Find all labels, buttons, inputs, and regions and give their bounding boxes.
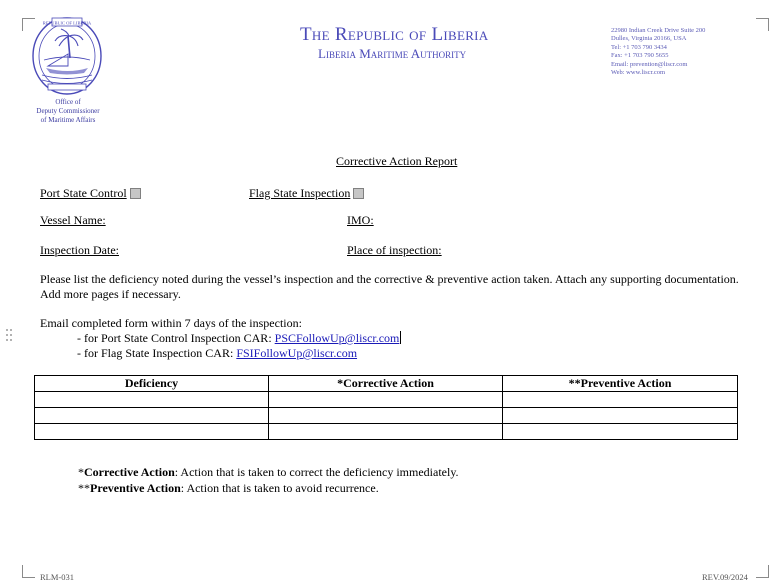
corrective-action-column-header: *Corrective Action xyxy=(269,376,503,392)
psc-email-prefix: - for Port State Control Inspection CAR: xyxy=(77,331,275,345)
inspection-date-label[interactable]: Inspection Date: xyxy=(40,243,119,257)
note-asterisk: ** xyxy=(78,481,90,495)
address-line: Fax: +1 703 790 5655 xyxy=(611,52,669,60)
table-row xyxy=(35,424,738,440)
address-line: Dulles, Virginia 20166, USA xyxy=(611,35,687,43)
table-row xyxy=(35,392,738,408)
corrective-action-note xyxy=(78,465,459,480)
table-header-row xyxy=(35,376,738,392)
fsi-email-line xyxy=(77,346,357,361)
deficiency-cell[interactable] xyxy=(35,408,269,424)
revision-label: REV.09/2024 xyxy=(702,572,748,582)
preventive-action-cell[interactable] xyxy=(503,408,738,424)
corrective-action-cell[interactable] xyxy=(269,408,503,424)
port-state-control-field xyxy=(40,184,141,202)
liberia-seal-logo xyxy=(30,14,104,98)
psc-email-link[interactable]: PSCFollowUp@liscr.com xyxy=(274,331,400,345)
page-corner-mark xyxy=(756,18,769,31)
corrective-action-cell[interactable] xyxy=(269,424,503,440)
address-line: Email: prevention@liscr.com xyxy=(611,60,688,68)
office-line: Deputy Commissioner xyxy=(36,107,100,115)
preventive-action-column-header: **Preventive Action xyxy=(503,376,738,392)
address-line: Web: www.liscr.com xyxy=(611,69,666,77)
flag-state-inspection-field xyxy=(249,184,364,202)
text-cursor xyxy=(400,331,401,344)
deficiency-table xyxy=(34,375,738,440)
imo-label[interactable]: IMO: xyxy=(347,213,374,227)
place-of-inspection-label[interactable]: Place of inspection: xyxy=(347,243,442,257)
vessel-name-label[interactable]: Vessel Name: xyxy=(40,213,106,227)
flag-state-inspection-label: Flag State Inspection xyxy=(249,186,351,200)
psc-email-line xyxy=(77,331,401,346)
port-state-control-checkbox[interactable] xyxy=(130,188,141,199)
form-code: RLM-031 xyxy=(40,572,74,582)
corrective-action-cell[interactable] xyxy=(269,392,503,408)
preventive-action-note xyxy=(78,481,379,496)
fsi-email-prefix: - for Flag State Inspection CAR: xyxy=(77,346,237,360)
page-corner-mark xyxy=(22,565,35,578)
note-asterisk: * xyxy=(78,465,84,479)
preventive-action-definition: : Action that is taken to avoid recurrence. xyxy=(180,481,379,495)
drag-handle-icon[interactable] xyxy=(6,329,14,343)
office-line: Office of xyxy=(55,98,81,106)
table-row xyxy=(35,408,738,424)
preventive-action-cell[interactable] xyxy=(503,424,738,440)
office-line: of Maritime Affairs xyxy=(40,116,96,124)
deficiency-cell[interactable] xyxy=(35,392,269,408)
corrective-action-definition: : Action that is taken to correct the deficiency immediately. xyxy=(174,465,459,479)
deficiency-cell[interactable] xyxy=(35,424,269,440)
authority-title: Liberia Maritime Authority xyxy=(318,46,467,61)
office-label xyxy=(34,98,102,125)
fsi-email-link[interactable]: FSIFollowUp@liscr.com xyxy=(236,346,358,360)
flag-state-inspection-checkbox[interactable] xyxy=(353,188,364,199)
address-block xyxy=(611,27,705,77)
port-state-control-label: Port State Control xyxy=(40,186,127,200)
page-corner-mark xyxy=(756,565,769,578)
email-instructions: Email completed form within 7 days of the inspection: xyxy=(40,316,302,330)
deficiency-column-header: Deficiency xyxy=(35,376,269,392)
address-line: Tel: +1 703 790 3434 xyxy=(611,43,667,51)
report-title: Corrective Action Report xyxy=(336,154,458,168)
corrective-action-term: Corrective Action xyxy=(84,465,175,479)
preventive-action-cell[interactable] xyxy=(503,392,738,408)
address-line: 22980 Indian Creek Drive Suite 200 xyxy=(611,27,706,34)
seal-text: REPUBLIC OF LIBERIA xyxy=(42,20,92,26)
instructions-paragraph: Please list the deficiency noted during the vessel’s inspection and the corrective & preventive action taken. Attach any supporting documentation. Add more pages if necessary. xyxy=(40,272,739,301)
preventive-action-term: Preventive Action xyxy=(90,481,181,495)
republic-title: The Republic of Liberia xyxy=(300,24,489,45)
